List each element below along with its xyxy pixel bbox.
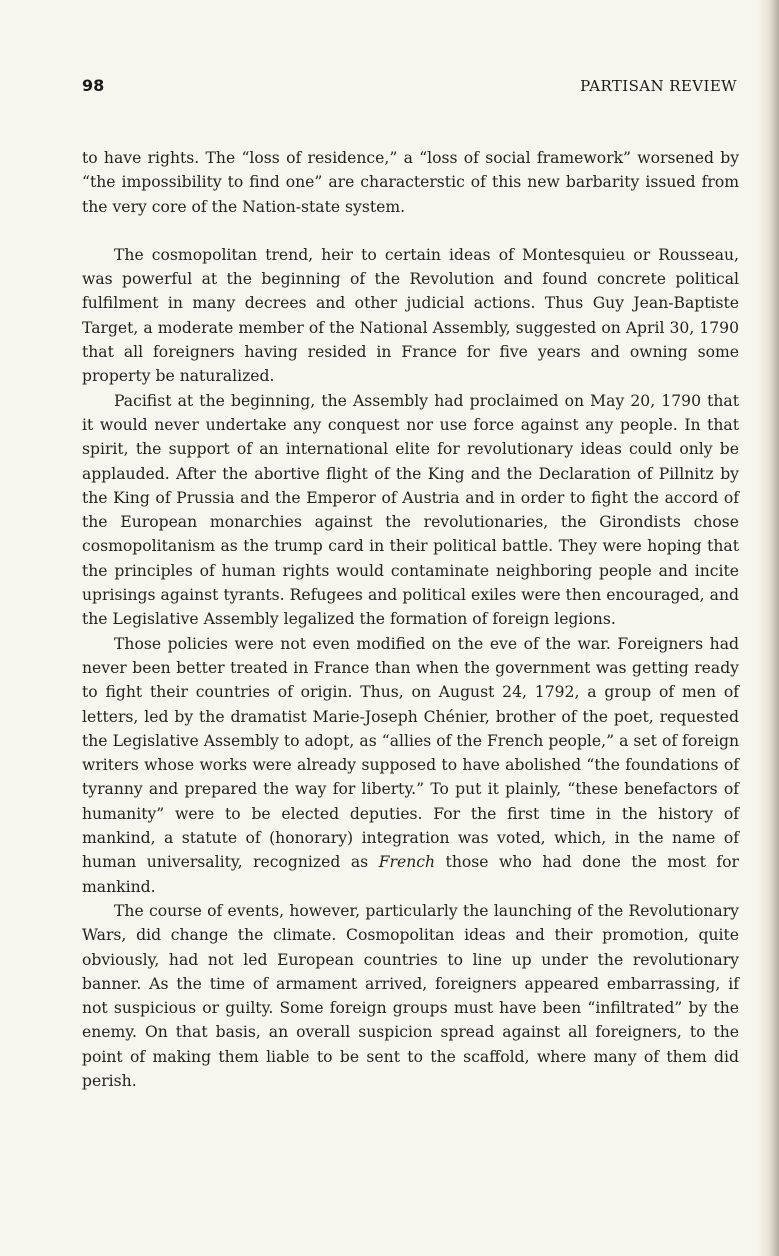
- paragraph-4-text-after: those who had done the most for mankind.: [82, 853, 739, 896]
- paragraph-4-italic-word: French: [378, 853, 436, 872]
- page-number: 98: [82, 76, 105, 95]
- running-head: PARTISAN REVIEW: [580, 77, 737, 95]
- page-spine-shadow: [757, 0, 779, 1256]
- body-text: [82, 146, 739, 1093]
- paragraph-4-text-before: Those policies were not even modified on the eve of the war. Foreigners had never been better treated in France than when the government was getting ready to fight their countries of origin. Thus, on August 24, 1792, a group of men of letters, led by the dramatist Marie-Joseph Chénier, brother of the poet, requested the Legislative Assembly to adopt, as “allies of the French people,” a set of foreign writers whose works were already supposed to have abolished “the foundations of tyranny and prepared the way for liberty.” To put it plainly, “these benefactors of humanity” were to be elected deputies. For the first time in the history of mankind, a statute of (honorary) integration was voted, which, in the name of human universality, recognized as: [82, 634, 739, 872]
- paragraph-5: The course of events, however, particularly the launching of the Revolutionary Wars, did change the climate. Cosmopolitan ideas and their promotion, quite obviously, had not led European countries to line up under the revolutionary banner. As the time of armament arrived, foreigners appeared embarrassing, if not suspicious or guilty. Some foreign groups must have been “infiltrated” by the enemy. On that basis, an overall suspicion spread against all foreigners, to the point of making them liable to be sent to the scaffold, where many of them did perish.: [82, 901, 739, 1090]
- paragraph-1: to have rights. The “loss of residence,” a “loss of social framework” worsened by “the impossibility to find one” are characterstic of this new barbarity issued from the very core of the Nation-state system.: [82, 149, 739, 216]
- paragraph-4: [82, 632, 739, 899]
- page-header: [82, 74, 737, 102]
- paragraph-3: Pacifist at the beginning, the Assembly had proclaimed on May 20, 1790 that it would never undertake any conquest nor use force against any people. In that spirit, the support of an international elite for revolutionary ideas could only be applauded. After the abortive flight of the King and the Declaration of Pillnitz by the King of Prussia and the Emperor of Austria and in order to fight the accord of the European monarchies against the revolutionaries, the Girondists chose cosmopolitanism as the trump card in their political battle. They were hoping that the principles of human rights would contaminate neighboring people and incite uprisings against tyrants. Refugees and political exiles were then encouraged, and the Legislative Assembly legalized the formation of foreign legions.: [82, 391, 739, 629]
- paragraph-2: The cosmopolitan trend, heir to certain ideas of Montesquieu or Rousseau, was powerful at the beginning of the Revolution and found concrete political fulfilment in many decrees and other judicial actions. Thus Guy Jean-Baptiste Target, a moderate member of the National Assembly, suggested on April 30, 1790 that all foreigners having resided in France for five years and owning some property be naturalized.: [82, 245, 739, 386]
